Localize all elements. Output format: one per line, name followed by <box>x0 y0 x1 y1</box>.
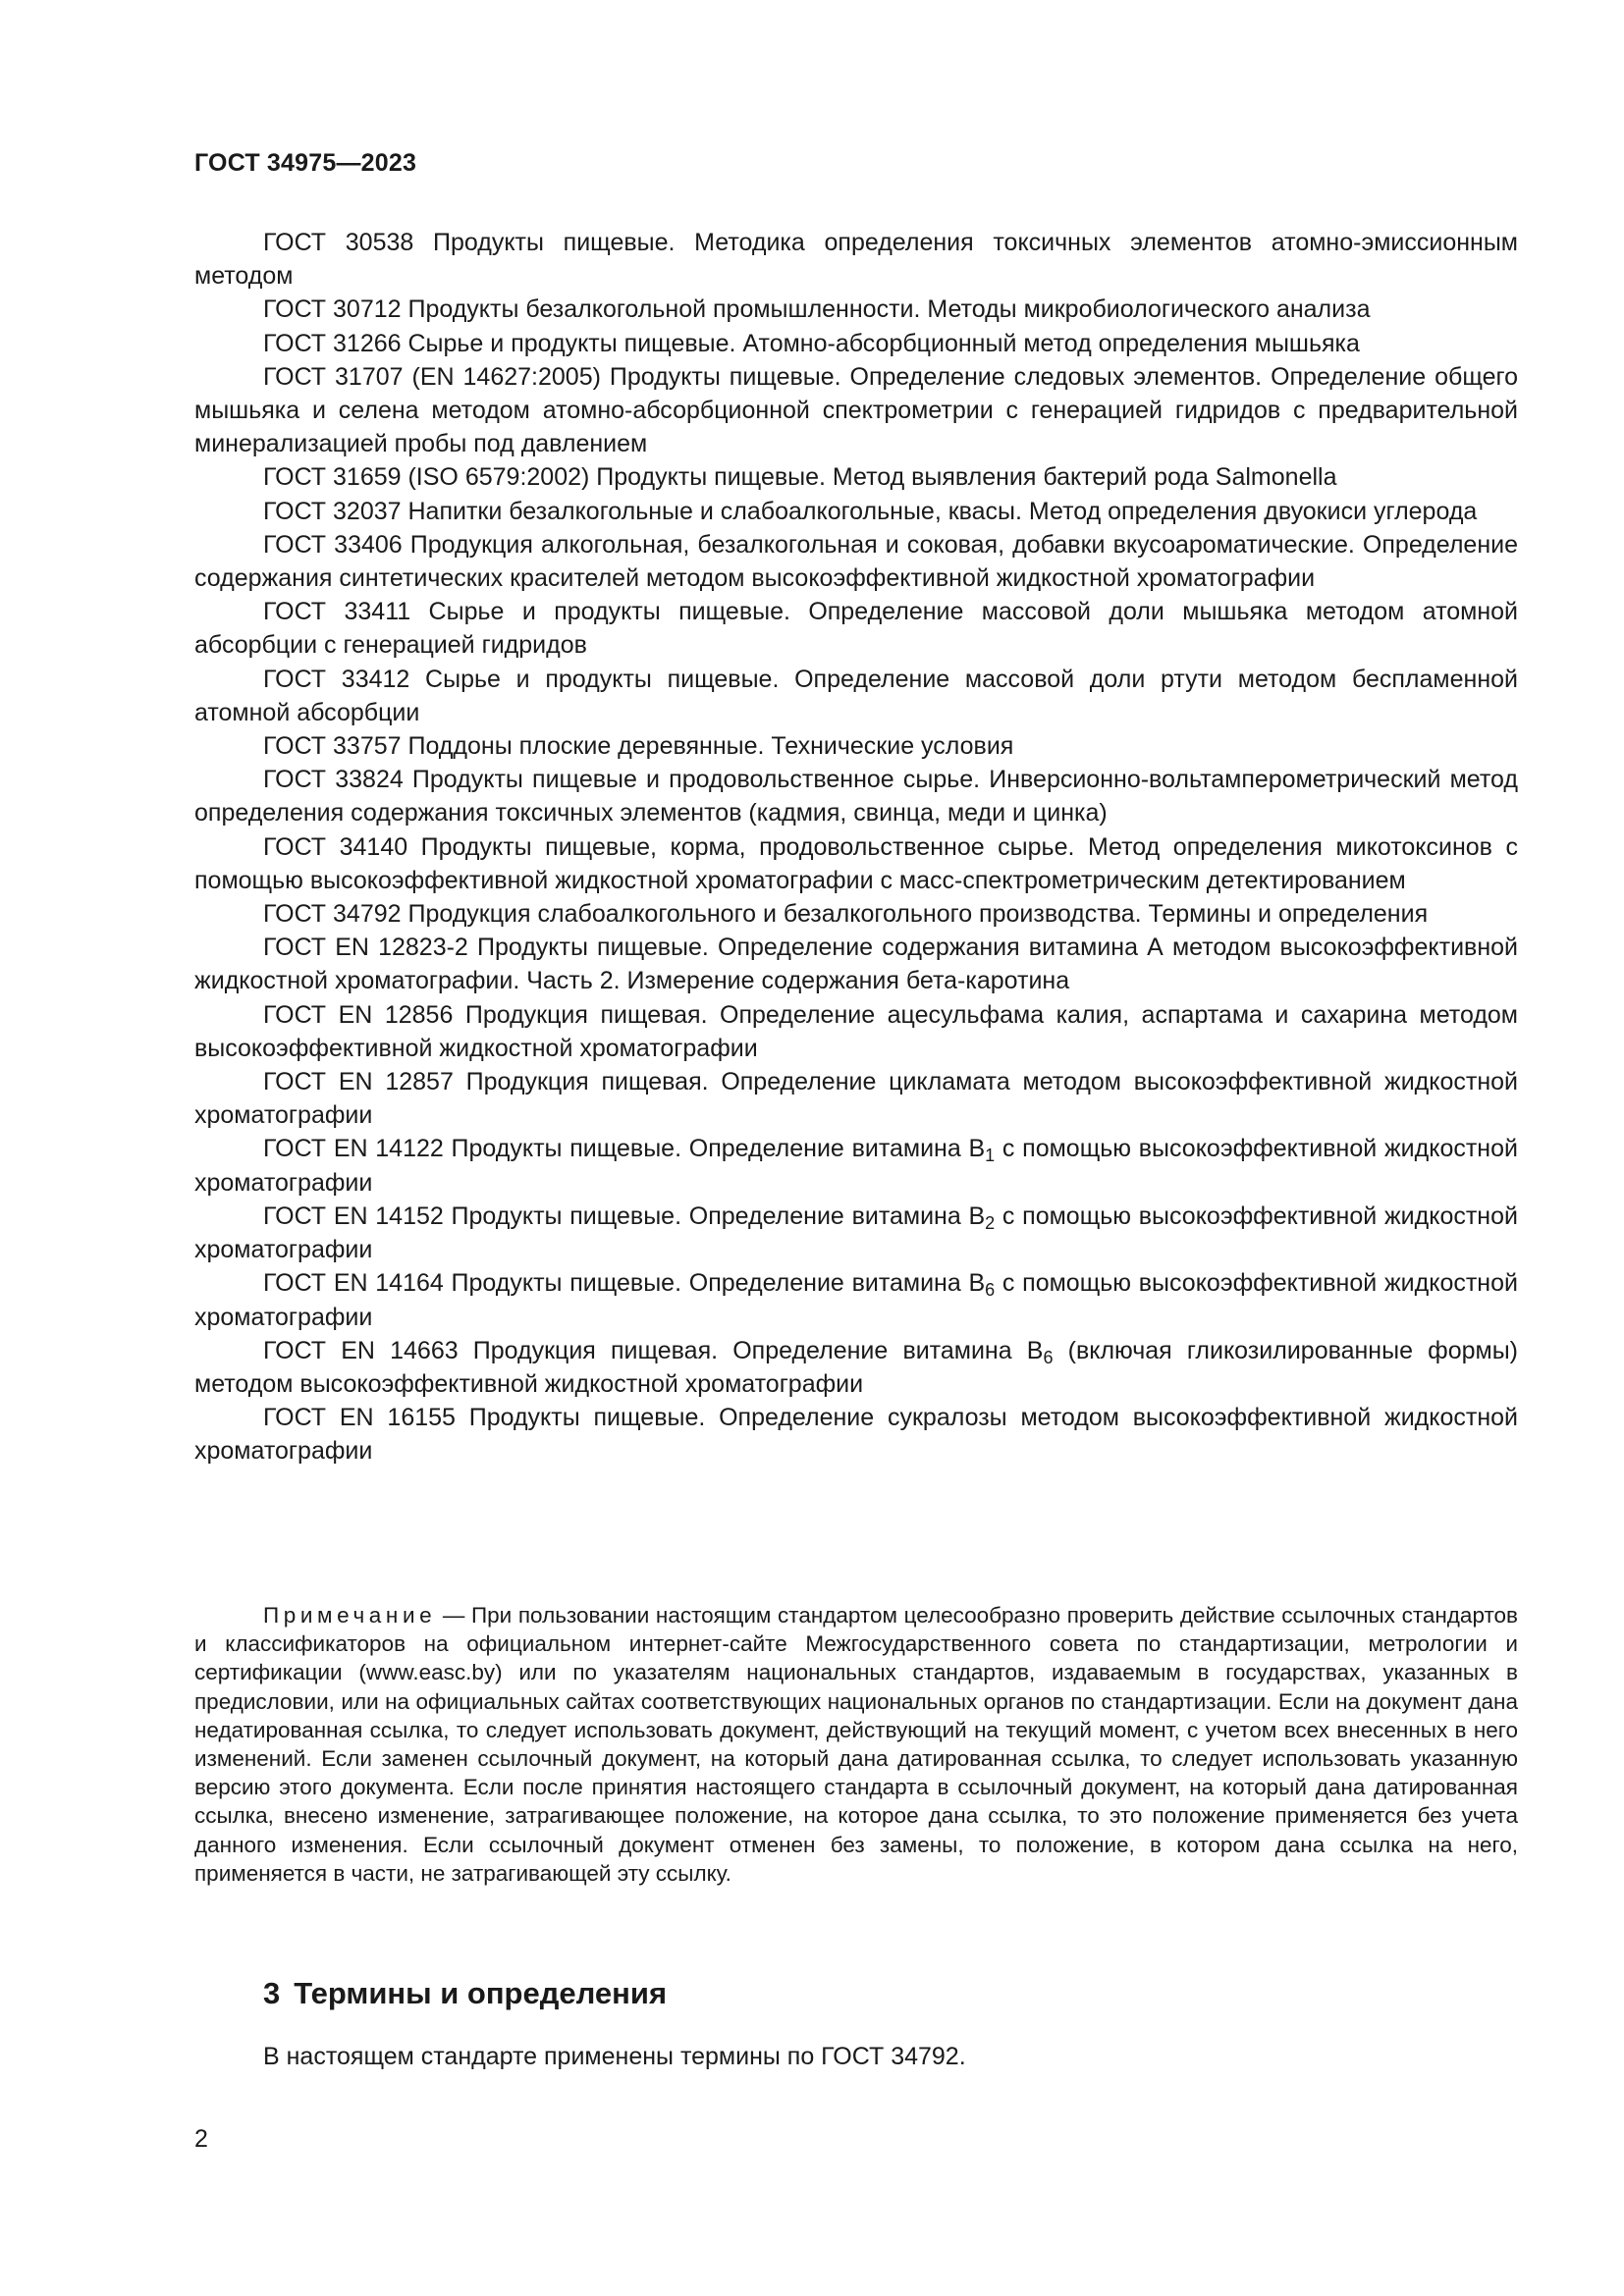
reference-text: ГОСТ EN 14122 Продукты пищевые. Определение витамина В <box>263 1135 986 1163</box>
vitamin-subscript: 6 <box>985 1280 996 1301</box>
reference-item: ГОСТ 30712 Продукты безалкогольной промышленности. Методы микробиологического анализа <box>263 295 1371 324</box>
reference-item: ГОСТ 32037 Напитки безалкогольные и слабоалкогольные, квасы. Метод определения двуокиси углерода <box>263 497 1478 525</box>
section-heading <box>263 1976 667 2011</box>
reference-item: ГОСТ 30538 Продукты пищевые. Методика определения токсичных элементов атомно-эмиссионным методом <box>194 229 1518 291</box>
reference-item <box>194 1132 1518 1199</box>
reference-item: ГОСТ 34792 Продукция слабоалкогольного и безалкогольного производства. Термины и определения <box>263 900 1429 929</box>
reference-item <box>194 1334 1518 1401</box>
document-header: ГОСТ 34975—2023 <box>194 149 417 177</box>
reference-item: ГОСТ 33757 Поддоны плоские деревянные. Технические условия <box>263 732 1014 761</box>
reference-item: ГОСТ EN 12857 Продукция пищевая. Определение цикламата методом высокоэффективной жидкостной хроматографии <box>194 1068 1518 1130</box>
reference-text: ГОСТ EN 14663 Продукция пищевая. Определение витамина В <box>263 1336 1044 1364</box>
section-body: В настоящем стандарте применены термины по ГОСТ 34792. <box>263 2043 966 2070</box>
reference-text: ГОСТ EN 14152 Продукты пищевые. Определение витамина В <box>263 1201 986 1230</box>
reference-item: ГОСТ 31266 Сырье и продукты пищевые. Атомно-абсорбционный метод определения мышьяка <box>263 329 1360 357</box>
reference-text: ГОСТ EN 14164 Продукты пищевые. Определение витамина В <box>263 1269 986 1298</box>
references-list <box>194 226 1518 1468</box>
reference-item: ГОСТ EN 12823-2 Продукты пищевые. Определение содержания витамина А методом высокоэффективной жидкостной хроматографии. Часть 2. Измерение содержания бета-каротина <box>194 934 1518 995</box>
note-text: — При пользовании настоящим стандартом целесообразно проверить действие ссылочных стандартов и классификаторов на официальном интернет-сайте Межгосударственного совета по стандартизации, метрологии и сертификации (www.easc.by) или по указателям национальных стандартов, издаваемым в государствах, указанных в предисловии, или на официальных сайтах соответствующих национальных органов по стандартизации. Если на документ дана недатированная ссылка, то следует использовать документ, действующий на текущий момент, с учетом всех внесенных в него изменений. Если заменен ссылочный документ, на который дана датированная ссылка, то следует использовать указанную версию этого документа. Если после принятия настоящего стандарта в ссылочный документ, на который дана датированная ссылка, внесено изменение, затрагивающее положение, на которое дана ссылка, то это положение применяется без учета данного изменения. Если ссылочный документ отменен без замены, то положение, в котором дана ссылка на него, применяется в части, не затрагивающей эту ссылку. <box>194 1603 1518 1886</box>
reference-item: ГОСТ 33824 Продукты пищевые и продовольственное сырье. Инверсионно-вольтамперометрический метод определения содержания токсичных элементов (кадмия, свинца, меди и цинка) <box>194 766 1518 828</box>
reference-item <box>194 1266 1518 1333</box>
section-title: Термины и определения <box>294 1976 668 2010</box>
vitamin-subscript: 6 <box>1043 1347 1054 1367</box>
reference-item: ГОСТ 31707 (EN 14627:2005) Продукты пищевые. Определение следовых элементов. Определение общего мышьяка и селена методом атомно-абсорбционной спектрометрии с генерацией гидридов с предварительной минерализацией пробы под давлением <box>194 362 1518 458</box>
reference-item: ГОСТ EN 16155 Продукты пищевые. Определение сукралозы методом высокоэффективной жидкостной хроматографии <box>194 1404 1518 1466</box>
vitamin-subscript: 2 <box>985 1212 996 1233</box>
reference-text: с помощью высокоэффективной жидкостной хроматографии <box>194 1135 1518 1197</box>
reference-text: с помощью высокоэффективной жидкостной хроматографии <box>194 1269 1518 1331</box>
reference-item: ГОСТ 33411 Сырье и продукты пищевые. Определение массовой доли мышьяка методом атомной абсорбции с генерацией гидридов <box>194 598 1518 660</box>
reference-item: ГОСТ 34140 Продукты пищевые, корма, продовольственное сырье. Метод определения микотоксинов с помощью высокоэффективной жидкостной хроматографии с масс-спектрометрическим детектированием <box>194 832 1518 894</box>
note-paragraph <box>194 1601 1518 1888</box>
note-label: Примечание <box>263 1603 437 1628</box>
reference-item <box>194 1200 1518 1266</box>
reference-text: с помощью высокоэффективной жидкостной хроматографии <box>194 1201 1518 1264</box>
reference-item: ГОСТ 31659 (ISO 6579:2002) Продукты пищевые. Метод выявления бактерий рода Salmonella <box>263 463 1337 492</box>
reference-item: ГОСТ 33406 Продукция алкогольная, безалкогольная и соковая, добавки вкусоароматические. Определение содержания синтетических красителей методом высокоэффективной жидкостной хроматографии <box>194 530 1518 593</box>
reference-item: ГОСТ 33412 Сырье и продукты пищевые. Определение массовой доли ртути методом беспламенной атомной абсорбции <box>194 665 1518 726</box>
page-number: 2 <box>194 2125 208 2153</box>
vitamin-subscript: 1 <box>985 1146 996 1166</box>
reference-item: ГОСТ EN 12856 Продукция пищевая. Определение ацесульфама калия, аспартама и сахарина методом высокоэффективной жидкостной хроматографии <box>194 1000 1518 1062</box>
section-number: 3 <box>263 1976 281 2010</box>
reference-text: (включая гликозилированные формы) методом высокоэффективной жидкостной хроматографии <box>194 1336 1518 1398</box>
